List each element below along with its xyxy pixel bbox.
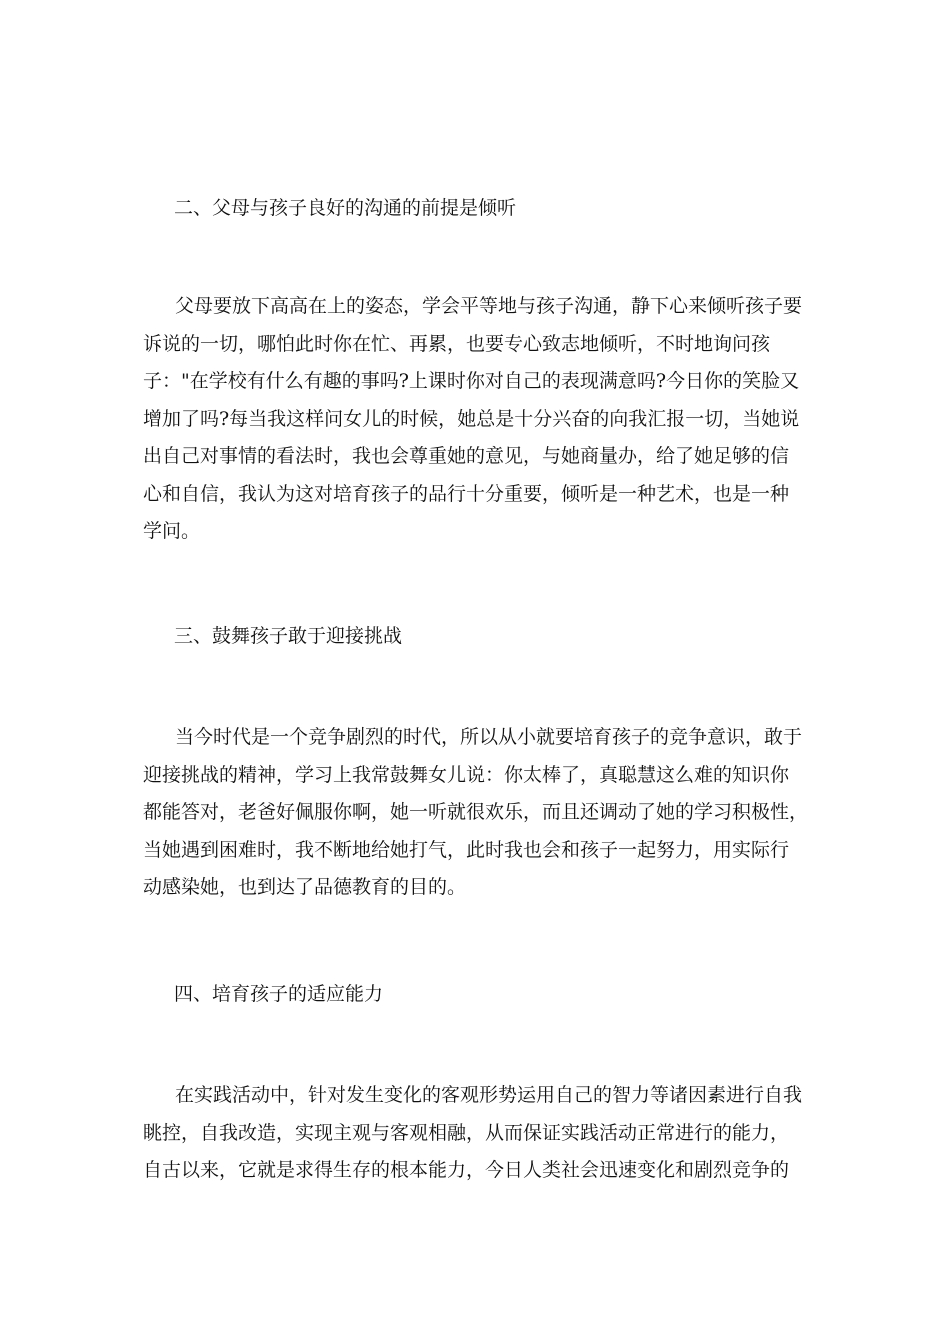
paragraph-line: 当今时代是一个竞争剧烈的时代，所以从小就要培育孩子的竞争意识，敢于 [175,726,803,748]
paragraph-line: 父母要放下高高在上的姿态，学会平等地与孩子沟通，静下心来倾听孩子要 [175,295,803,317]
paragraph-line: 迎接挑战的精神，学习上我常鼓舞女儿说：你太棒了，真聪慧这么难的知识你 [143,763,790,786]
paragraph-line: 增加了吗?每当我这样问女儿的时候，她总是十分兴奋的向我汇报一切，当她说 [143,407,800,430]
paragraph-line: 都能答对，老爸好佩服你啊，她一听就很欢乐，而且还调动了她的学习积极性， [143,801,809,823]
paragraph-line: 子："在学校有什么有趣的事吗?上课时你对自己的表现满意吗?今日你的笑脸又 [143,370,800,392]
paragraph-line: 心和自信，我认为这对培育孩子的品行十分重要，倾听是一种艺术，也是一种 [143,482,790,505]
section-heading: 三、鼓舞孩子敢于迎接挑战 [174,625,403,647]
paragraph-line: 出自己对事情的看法时，我也会尊重她的意见，与她商量办，给了她足够的信 [143,445,790,467]
paragraph-line: 眺控，自我改造，实现主观与客观相融，从而保证实践活动正常进行的能力， [143,1121,790,1144]
paragraph-line: 当她遇到困难时，我不断地给她打气，此时我也会和孩子一起努力，用实际行 [143,838,790,861]
section-heading: 二、父母与孩子良好的沟通的前提是倾听 [174,197,517,219]
paragraph-line: 自古以来，它就是求得生存的根本能力，今日人类社会迅速变化和剧烈竞争的 [143,1159,790,1181]
paragraph-line: 在实践活动中，针对发生变化的客观形势运用自己的智力等诸因素进行自我 [175,1084,803,1106]
paragraph-line: 诉说的一切，哪怕此时你在忙、再累，也要专心致志地倾听，不时地询问孩 [143,332,771,355]
section-paragraph [143,719,809,907]
paragraph-line: 动感染她，也到达了品德教育的目的。 [143,876,467,898]
section-paragraph [143,288,805,551]
section-paragraph [143,1077,805,1190]
paragraph-line: 学问。 [143,520,201,542]
section-heading: 四、培育孩子的适应能力 [174,983,384,1005]
